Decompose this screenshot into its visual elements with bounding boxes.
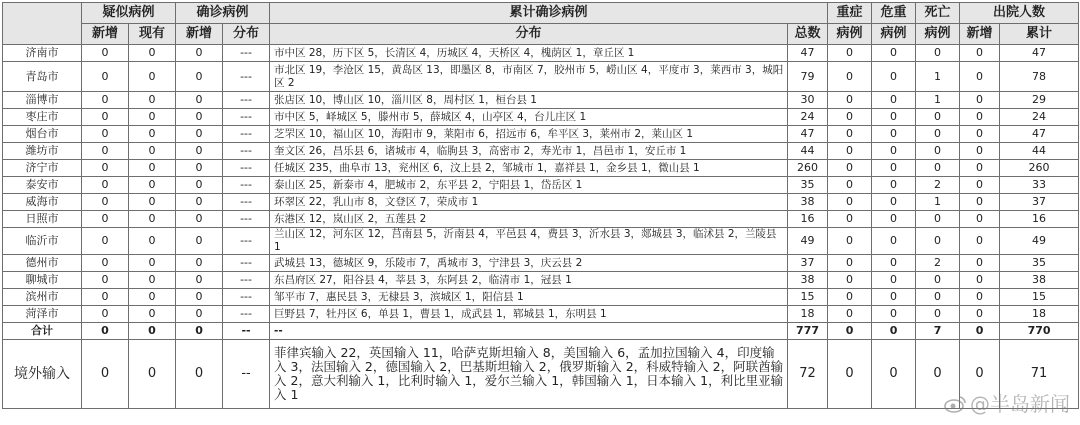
cell-s-cur: 0 <box>129 289 176 306</box>
cell-d-cum: 47 <box>1000 126 1079 143</box>
table-row <box>3 211 1079 228</box>
cell-c-new: 0 <box>176 92 223 109</box>
cell-critical: 0 <box>872 306 916 323</box>
city-name: 烟台市 <box>3 126 82 143</box>
table-row <box>3 272 1079 289</box>
cell-c-dist: --- <box>223 194 270 211</box>
cell-death: 0 <box>916 126 960 143</box>
cell-s-new: 0 <box>82 255 129 272</box>
cell-d-cum: 38 <box>1000 272 1079 289</box>
weibo-logo-icon <box>944 394 966 412</box>
cell-total: 260 <box>788 160 828 177</box>
cell-s-new: 0 <box>82 126 129 143</box>
cell-dist: 兰山区 12，河东区 12，莒南县 5，沂南县 4，平邑县 4，费县 3，沂水县 3，郯城县 3，临沭县 2，兰陵县 1 <box>270 228 788 255</box>
cell-d-new: 0 <box>960 272 1000 289</box>
cell-death: 1 <box>916 92 960 109</box>
cell-death: 0 <box>916 340 960 409</box>
cell-s-cur: 0 <box>129 272 176 289</box>
cell-dist: 市中区 5，峄城区 5，滕州市 5，薛城区 4，山亭区 4，台儿庄区 1 <box>270 109 788 126</box>
cell-d-new: 0 <box>960 323 1000 340</box>
header-discharged: 出院人数 <box>960 3 1079 24</box>
cell-critical: 0 <box>872 340 916 409</box>
cell-death: 0 <box>916 109 960 126</box>
cell-death: 7 <box>916 323 960 340</box>
cell-c-dist: --- <box>223 45 270 62</box>
city-name: 泰安市 <box>3 177 82 194</box>
cell-c-new: 0 <box>176 109 223 126</box>
table-body <box>3 45 1079 409</box>
cell-total: 49 <box>788 228 828 255</box>
city-name: 境外输入 <box>3 340 82 409</box>
cell-s-new: 0 <box>82 340 129 409</box>
header-discharged-cumulative: 累计 <box>1000 24 1079 45</box>
cell-dist: 东港区 12，岚山区 2，五莲县 2 <box>270 211 788 228</box>
cell-dist: 泰山区 25，新泰市 4，肥城市 2，东平县 2，宁阳县 1，岱岳区 1 <box>270 177 788 194</box>
cell-d-new: 0 <box>960 160 1000 177</box>
cell-d-cum: 260 <box>1000 160 1079 177</box>
cell-c-new: 0 <box>176 272 223 289</box>
city-name: 聊城市 <box>3 272 82 289</box>
cell-s-cur: 0 <box>129 194 176 211</box>
header-critical-cases: 病例 <box>872 24 916 45</box>
cell-total: 38 <box>788 194 828 211</box>
cell-s-cur: 0 <box>129 45 176 62</box>
header-confirmed-distribution: 分布 <box>223 24 270 45</box>
cell-c-dist: --- <box>223 255 270 272</box>
cell-c-new: 0 <box>176 45 223 62</box>
city-name: 德州市 <box>3 255 82 272</box>
cell-critical: 0 <box>872 177 916 194</box>
cell-c-new: 0 <box>176 211 223 228</box>
watermark-text: @半岛新闻 <box>970 392 1070 416</box>
cell-s-new: 0 <box>82 211 129 228</box>
cell-c-dist: --- <box>223 92 270 109</box>
table-row <box>3 194 1079 211</box>
cell-d-new: 0 <box>960 340 1000 409</box>
cell-d-cum: 44 <box>1000 143 1079 160</box>
cell-s-cur: 0 <box>129 323 176 340</box>
cell-s-new: 0 <box>82 92 129 109</box>
cell-total: 30 <box>788 92 828 109</box>
city-name: 济南市 <box>3 45 82 62</box>
cell-dist: 市北区 19，李沧区 15，黄岛区 13，即墨区 8，市南区 7，胶州市 5，崂山区 4，平度市 3，莱西市 3，城阳区 2 <box>270 62 788 92</box>
cell-death: 0 <box>916 160 960 177</box>
cell-d-new: 0 <box>960 211 1000 228</box>
cell-death: 0 <box>916 211 960 228</box>
cell-c-new: 0 <box>176 289 223 306</box>
header-city-blank <box>3 3 82 45</box>
cell-dist: 东昌府区 27，阳谷县 4，莘县 3，东阿县 2，临清市 1，冠县 1 <box>270 272 788 289</box>
cell-s-cur: 0 <box>129 255 176 272</box>
cell-dist: 奎文区 26，昌乐县 6，诸城市 4，临朐县 3，高密市 2，寿光市 1，昌邑市 1，安丘市 1 <box>270 143 788 160</box>
cell-s-new: 0 <box>82 177 129 194</box>
cell-severe: 0 <box>828 143 872 160</box>
cell-s-cur: 0 <box>129 92 176 109</box>
cell-d-cum: 49 <box>1000 228 1079 255</box>
cell-s-cur: 0 <box>129 126 176 143</box>
cell-s-new: 0 <box>82 228 129 255</box>
table-row <box>3 255 1079 272</box>
cell-d-new: 0 <box>960 177 1000 194</box>
cell-c-dist: --- <box>223 177 270 194</box>
cell-critical: 0 <box>872 194 916 211</box>
cell-severe: 0 <box>828 177 872 194</box>
cell-severe: 0 <box>828 194 872 211</box>
header-death-cases: 病例 <box>916 24 960 45</box>
cell-critical: 0 <box>872 211 916 228</box>
cell-s-new: 0 <box>82 45 129 62</box>
cell-d-new: 0 <box>960 109 1000 126</box>
header-critical: 危重 <box>872 3 916 24</box>
header-severe-cases: 病例 <box>828 24 872 45</box>
total-row <box>3 323 1079 340</box>
cell-s-cur: 0 <box>129 62 176 92</box>
table-row <box>3 143 1079 160</box>
cell-s-new: 0 <box>82 272 129 289</box>
cell-d-cum: 16 <box>1000 211 1079 228</box>
cell-death: 0 <box>916 306 960 323</box>
table-row <box>3 109 1079 126</box>
overseas-row <box>3 340 1079 409</box>
cell-dist: 张店区 10，博山区 10，淄川区 8，周村区 1，桓台县 1 <box>270 92 788 109</box>
cell-severe: 0 <box>828 323 872 340</box>
cell-critical: 0 <box>872 228 916 255</box>
cell-c-dist: --- <box>223 62 270 92</box>
cell-c-dist: --- <box>223 109 270 126</box>
cell-d-new: 0 <box>960 255 1000 272</box>
cell-c-new: 0 <box>176 255 223 272</box>
header-row-1 <box>3 3 1079 24</box>
cell-critical: 0 <box>872 272 916 289</box>
cell-s-new: 0 <box>82 62 129 92</box>
table-row <box>3 306 1079 323</box>
cell-c-new: 0 <box>176 194 223 211</box>
cell-total: 18 <box>788 306 828 323</box>
cell-dist: 芝罘区 10，福山区 10，海阳市 9，莱阳市 6，招远市 6，牟平区 3，莱州市 2，莱山区 1 <box>270 126 788 143</box>
cell-d-cum: 18 <box>1000 306 1079 323</box>
cell-severe: 0 <box>828 45 872 62</box>
cell-d-cum: 35 <box>1000 255 1079 272</box>
cell-c-new: 0 <box>176 160 223 177</box>
cell-total: 24 <box>788 109 828 126</box>
cell-c-dist: --- <box>223 228 270 255</box>
cell-severe: 0 <box>828 109 872 126</box>
city-name: 威海市 <box>3 194 82 211</box>
cell-s-cur: 0 <box>129 306 176 323</box>
header-cumulative: 累计确诊病例 <box>270 3 828 24</box>
cell-s-new: 0 <box>82 194 129 211</box>
cell-s-new: 0 <box>82 109 129 126</box>
cell-severe: 0 <box>828 340 872 409</box>
cell-s-cur: 0 <box>129 143 176 160</box>
cell-death: 1 <box>916 62 960 92</box>
cell-dist: -- <box>270 323 788 340</box>
cell-s-cur: 0 <box>129 109 176 126</box>
cell-s-new: 0 <box>82 143 129 160</box>
cell-c-dist: -- <box>223 340 270 409</box>
cell-s-new: 0 <box>82 306 129 323</box>
cell-s-new: 0 <box>82 323 129 340</box>
cell-dist: 武城县 13，德城区 9，乐陵市 7，禹城市 3，宁津县 3，庆云县 2 <box>270 255 788 272</box>
cell-c-dist: --- <box>223 306 270 323</box>
cell-severe: 0 <box>828 92 872 109</box>
cell-c-new: 0 <box>176 228 223 255</box>
cell-severe: 0 <box>828 289 872 306</box>
cell-c-dist: --- <box>223 160 270 177</box>
cell-c-new: 0 <box>176 126 223 143</box>
table-row <box>3 177 1079 194</box>
cell-d-new: 0 <box>960 143 1000 160</box>
cell-critical: 0 <box>872 160 916 177</box>
city-name: 临沂市 <box>3 228 82 255</box>
table-row <box>3 62 1079 92</box>
cell-critical: 0 <box>872 62 916 92</box>
cell-severe: 0 <box>828 228 872 255</box>
cell-total: 79 <box>788 62 828 92</box>
cell-total: 16 <box>788 211 828 228</box>
cell-critical: 0 <box>872 92 916 109</box>
cell-d-new: 0 <box>960 45 1000 62</box>
header-suspected-current: 现有 <box>129 24 176 45</box>
city-name: 枣庄市 <box>3 109 82 126</box>
header-death: 死亡 <box>916 3 960 24</box>
cell-critical: 0 <box>872 255 916 272</box>
cell-dist: 巨野县 7，牡丹区 6，单县 1，曹县 1，成武县 1，郓城县 1，东明县 1 <box>270 306 788 323</box>
cell-death: 0 <box>916 143 960 160</box>
cell-d-new: 0 <box>960 228 1000 255</box>
cell-death: 1 <box>916 194 960 211</box>
cell-death: 2 <box>916 255 960 272</box>
cell-dist: 菲律宾输入 22，英国输入 11，哈萨克斯坦输入 8，美国输入 6，孟加拉国输入 4，印度输入 3，法国输入 2，德国输入 2，巴基斯坦输入 2，俄罗斯输入 2，科威特输入 2，阿联酋输入 2，意大利输入 1，比利时输入 1，爱尔兰输入 1，韩国输入 1，日本输入 1，利比里亚输入 1 <box>270 340 788 409</box>
cell-dist: 任城区 235，曲阜市 13，兖州区 6，汶上县 2，邹城市 1，嘉祥县 1，金乡县 1，微山县 1 <box>270 160 788 177</box>
cell-c-new: 0 <box>176 306 223 323</box>
cell-death: 0 <box>916 45 960 62</box>
table-row <box>3 228 1079 255</box>
cell-d-new: 0 <box>960 289 1000 306</box>
cell-s-cur: 0 <box>129 340 176 409</box>
cell-dist: 邹平市 7，惠民县 3，无棣县 3，滨城区 1，阳信县 1 <box>270 289 788 306</box>
cell-d-new: 0 <box>960 194 1000 211</box>
header-discharged-new: 新增 <box>960 24 1000 45</box>
header-confirmed-new: 新增 <box>176 24 223 45</box>
city-name: 青岛市 <box>3 62 82 92</box>
header-row-2 <box>3 24 1079 45</box>
cell-s-new: 0 <box>82 289 129 306</box>
cell-d-new: 0 <box>960 92 1000 109</box>
cell-c-new: 0 <box>176 340 223 409</box>
cell-total: 15 <box>788 289 828 306</box>
cell-critical: 0 <box>872 289 916 306</box>
cell-severe: 0 <box>828 160 872 177</box>
header-severe: 重症 <box>828 3 872 24</box>
cell-death: 0 <box>916 289 960 306</box>
city-name: 潍坊市 <box>3 143 82 160</box>
city-name: 合计 <box>3 323 82 340</box>
table-row <box>3 45 1079 62</box>
cell-s-cur: 0 <box>129 177 176 194</box>
cell-death: 2 <box>916 177 960 194</box>
cell-d-new: 0 <box>960 62 1000 92</box>
cell-c-new: 0 <box>176 177 223 194</box>
cell-total: 38 <box>788 272 828 289</box>
city-name: 济宁市 <box>3 160 82 177</box>
header-suspected: 疑似病例 <box>82 3 176 24</box>
cell-death: 0 <box>916 228 960 255</box>
table-row <box>3 126 1079 143</box>
cell-d-cum: 37 <box>1000 194 1079 211</box>
city-name: 滨州市 <box>3 289 82 306</box>
cell-d-cum: 78 <box>1000 62 1079 92</box>
header-confirmed: 确诊病例 <box>176 3 270 24</box>
cell-s-new: 0 <box>82 160 129 177</box>
cell-d-cum: 15 <box>1000 289 1079 306</box>
cell-total: 44 <box>788 143 828 160</box>
cell-c-new: 0 <box>176 143 223 160</box>
cell-severe: 0 <box>828 62 872 92</box>
cell-dist: 环翠区 22，乳山市 8，文登区 7，荣成市 1 <box>270 194 788 211</box>
cell-critical: 0 <box>872 109 916 126</box>
cell-d-cum: 770 <box>1000 323 1079 340</box>
cell-severe: 0 <box>828 306 872 323</box>
cell-c-new: 0 <box>176 323 223 340</box>
cell-d-cum: 47 <box>1000 45 1079 62</box>
header-suspected-new: 新增 <box>82 24 129 45</box>
cell-d-new: 0 <box>960 306 1000 323</box>
cell-critical: 0 <box>872 45 916 62</box>
cell-dist: 市中区 28，历下区 5，长清区 4，历城区 4，天桥区 4，槐荫区 1，章丘区 1 <box>270 45 788 62</box>
cell-critical: 0 <box>872 143 916 160</box>
cell-d-new: 0 <box>960 126 1000 143</box>
cell-s-cur: 0 <box>129 228 176 255</box>
cell-c-dist: --- <box>223 272 270 289</box>
watermark <box>944 388 1070 417</box>
cell-c-dist: --- <box>223 289 270 306</box>
cell-d-cum: 33 <box>1000 177 1079 194</box>
cell-total: 47 <box>788 126 828 143</box>
cell-c-dist: --- <box>223 143 270 160</box>
cell-death: 0 <box>916 272 960 289</box>
cell-c-new: 0 <box>176 62 223 92</box>
cell-d-cum: 29 <box>1000 92 1079 109</box>
city-name: 菏泽市 <box>3 306 82 323</box>
cell-c-dist: --- <box>223 126 270 143</box>
header-cumulative-distribution: 分布 <box>270 24 788 45</box>
table-row <box>3 289 1079 306</box>
city-name: 日照市 <box>3 211 82 228</box>
cell-total: 47 <box>788 45 828 62</box>
cell-severe: 0 <box>828 272 872 289</box>
cell-c-dist: -- <box>223 323 270 340</box>
cell-critical: 0 <box>872 323 916 340</box>
cell-d-cum: 24 <box>1000 109 1079 126</box>
cell-d-cum: 71 <box>1000 340 1079 409</box>
cell-severe: 0 <box>828 211 872 228</box>
table-row <box>3 160 1079 177</box>
cell-total: 35 <box>788 177 828 194</box>
cell-total: 37 <box>788 255 828 272</box>
cell-critical: 0 <box>872 126 916 143</box>
cell-severe: 0 <box>828 255 872 272</box>
cell-s-cur: 0 <box>129 211 176 228</box>
covid-statistics-table <box>2 2 1079 409</box>
cell-severe: 0 <box>828 126 872 143</box>
cell-total: 72 <box>788 340 828 409</box>
cell-c-dist: --- <box>223 211 270 228</box>
cell-total: 777 <box>788 323 828 340</box>
header-cumulative-total: 总数 <box>788 24 828 45</box>
city-name: 淄博市 <box>3 92 82 109</box>
table-row <box>3 92 1079 109</box>
cell-s-cur: 0 <box>129 160 176 177</box>
